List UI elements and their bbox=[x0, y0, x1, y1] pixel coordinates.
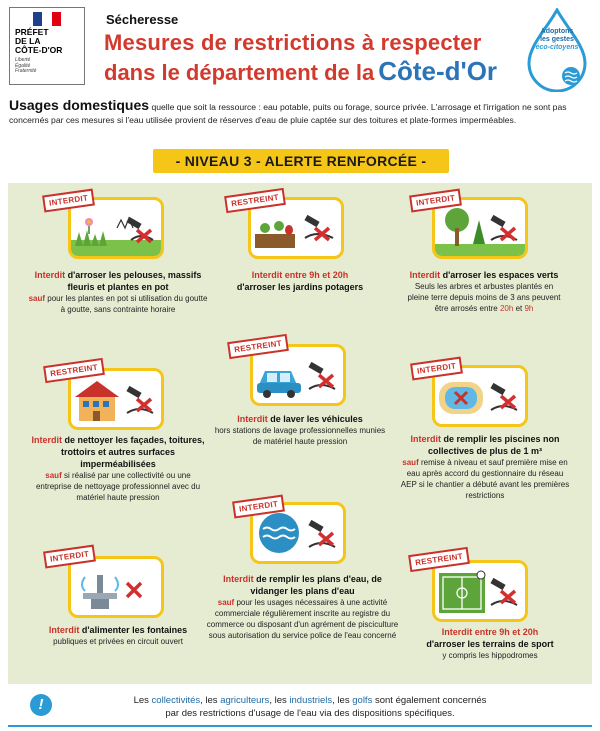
card-detail-red: sauf bbox=[45, 471, 62, 480]
footer-text: sont également concernés bbox=[374, 695, 487, 706]
footer-sep: , les bbox=[269, 695, 287, 706]
footer-sep: , les bbox=[332, 695, 350, 706]
footer-line-2: par des restrictions d'usage de l'eau via des dispositions spécifiques. bbox=[165, 708, 455, 719]
eco-badge-text bbox=[527, 28, 587, 52]
usages-text: quelle que soit la ressource : eau potable, puits ou forage, source privée. L'arrosage et l'irrigation ne sont pas concernés par ces mesures si l'eau utilisée provient de réserves d'eau de pluie captée sur des toitures et plate-formes imperméables. bbox=[9, 102, 567, 125]
card-detail: pour les plantes en pot si utilisation du goutte à goutte, sans contrainte horaire bbox=[47, 294, 208, 314]
card-detail-red: sauf bbox=[217, 598, 235, 607]
logo-line-1: PRÉFET bbox=[15, 27, 49, 37]
card-lead: Interdit bbox=[34, 270, 66, 280]
time-end: 9h bbox=[524, 304, 534, 313]
prefet-logo bbox=[9, 7, 85, 85]
footer-collectivites: collectivités bbox=[151, 695, 201, 706]
logo-motto-2: Égalité bbox=[15, 62, 31, 69]
page-title-line-2-text: dans le département de la bbox=[104, 60, 375, 85]
card-vehicles-text bbox=[210, 413, 390, 447]
sports-field-icon bbox=[435, 563, 525, 619]
card-vegetable-garden-text bbox=[210, 269, 390, 293]
card-lead: Interdit bbox=[410, 434, 441, 444]
card-lead: Interdit bbox=[31, 435, 62, 445]
time-and: et bbox=[515, 304, 523, 313]
card-detail: Seuls les arbres et arbustes plantés en pleine terre depuis moins de 3 ans peuvent être arrosés entre bbox=[407, 282, 561, 313]
tag-restreint: RESTREINT bbox=[227, 334, 289, 359]
tag-interdit: INTERDIT bbox=[42, 189, 95, 213]
card-lead: Interdit entre 9h et 20h bbox=[251, 270, 349, 280]
page-title-line-1: Mesures de restrictions à respecter bbox=[104, 30, 482, 55]
card-facades-text bbox=[28, 434, 208, 503]
card-green-spaces-text bbox=[404, 269, 564, 314]
tag-interdit: INTERDIT bbox=[232, 495, 285, 519]
fountain-icon bbox=[71, 559, 161, 615]
tag-interdit: INTERDIT bbox=[409, 189, 462, 213]
sports-field-illustration bbox=[432, 560, 528, 622]
house-icon bbox=[71, 371, 161, 427]
card-fountains-text bbox=[28, 624, 208, 647]
card-detail: remise à niveau et sauf première mise en eau après accord du gestionnaire du réseau AEP si le chantier a débuté avant les premières restrictions bbox=[400, 458, 570, 500]
card-head: d'arroser les espaces verts bbox=[442, 270, 559, 280]
card-water-bodies-text bbox=[205, 573, 400, 641]
footer-divider bbox=[8, 725, 592, 727]
kicker: Sécheresse bbox=[106, 12, 179, 27]
card-head: de remplir les piscines non collectives de plus de 1 m³ bbox=[427, 434, 560, 456]
card-head: d'arroser les jardins potagers bbox=[236, 282, 364, 292]
card-head: d'arroser les terrains de sport bbox=[426, 639, 554, 649]
logo-motto-1: Liberté bbox=[15, 57, 31, 63]
vegetable-garden-icon bbox=[251, 200, 341, 256]
footer-industriels: industriels bbox=[289, 695, 333, 706]
card-lead: Interdit entre 9h et 20h bbox=[441, 627, 539, 637]
eco-badge-line-1: Adoptons bbox=[540, 28, 574, 35]
eco-badge-line-2: les gestes bbox=[540, 36, 574, 43]
card-head: de nettoyer les façades, toitures, trottoirs et autres surfaces imperméabilisées bbox=[60, 435, 205, 469]
card-pools-text bbox=[400, 433, 570, 501]
logo-line-3: CÔTE-D'OR bbox=[15, 45, 63, 55]
card-detail: publiques et privées en circuit ouvert bbox=[53, 637, 183, 646]
page-title-highlight: Côte-d'Or bbox=[378, 56, 498, 86]
footer-sep: , les bbox=[200, 695, 218, 706]
card-lead: Interdit bbox=[237, 414, 268, 424]
usages-intro bbox=[9, 99, 594, 126]
card-lead: Interdit bbox=[48, 625, 80, 635]
card-detail-red: sauf bbox=[28, 294, 46, 303]
logo-motto-3: Fraternité bbox=[15, 68, 37, 74]
lawn-flowers-icon bbox=[71, 200, 161, 256]
usages-heading: Usages domestiques bbox=[9, 97, 150, 113]
card-lawn-text bbox=[28, 269, 208, 315]
tag-interdit: INTERDIT bbox=[43, 545, 96, 569]
card-detail-red: sauf bbox=[402, 458, 419, 467]
card-lead: Interdit bbox=[409, 270, 441, 280]
card-detail: y compris les hippodromes bbox=[442, 651, 538, 660]
fountain-illustration bbox=[68, 556, 164, 618]
footer-golfs: golfs bbox=[352, 695, 373, 706]
tag-restreint: RESTREINT bbox=[408, 547, 470, 572]
tag-restreint: RESTREINT bbox=[224, 188, 286, 213]
card-detail: pour les usages nécessaires à une activité commerciale régulièrement inscrite au registre du commerce ou disposant d'un agrément de pisciculture sous autorisation du service police de l'eau concerné bbox=[206, 598, 399, 640]
french-flag-icon bbox=[33, 12, 61, 26]
pool-icon bbox=[435, 368, 525, 424]
card-head: d'arroser les pelouses, massifs fleuris et plantes en pot bbox=[67, 270, 202, 292]
card-head: d'alimenter les fontaines bbox=[81, 625, 188, 635]
eco-badge-line-3: éco-citoyens bbox=[535, 44, 579, 51]
tag-interdit: INTERDIT bbox=[410, 357, 463, 381]
card-head: de laver les véhicules bbox=[270, 414, 363, 424]
card-detail: si réalisé par une collectivité ou une entreprise de nettoyage professionnel avec du matériel haute pression bbox=[35, 471, 201, 502]
card-head: de remplir les plans d'eau, de vidanger les plans d'eau bbox=[250, 574, 382, 596]
car-icon bbox=[253, 347, 343, 403]
alert-level-banner: - NIVEAU 3 - ALERTE RENFORCÉE - bbox=[153, 149, 449, 173]
page-title-line-2 bbox=[104, 56, 497, 87]
logo-line-2: DE LA bbox=[15, 36, 41, 46]
card-detail: hors stations de lavage professionnelles munies de matériel haute pression bbox=[214, 426, 386, 446]
footer-note bbox=[60, 694, 560, 720]
card-lead: Interdit bbox=[223, 574, 254, 584]
footer-text: Les bbox=[133, 695, 149, 706]
tag-restreint: RESTREINT bbox=[43, 358, 105, 383]
time-start: 20h bbox=[499, 304, 514, 313]
footer-agriculteurs: agriculteurs bbox=[220, 695, 270, 706]
tree-icon bbox=[435, 200, 525, 256]
card-sports-fields-text bbox=[400, 626, 580, 661]
info-exclamation-icon: ! bbox=[30, 694, 52, 716]
